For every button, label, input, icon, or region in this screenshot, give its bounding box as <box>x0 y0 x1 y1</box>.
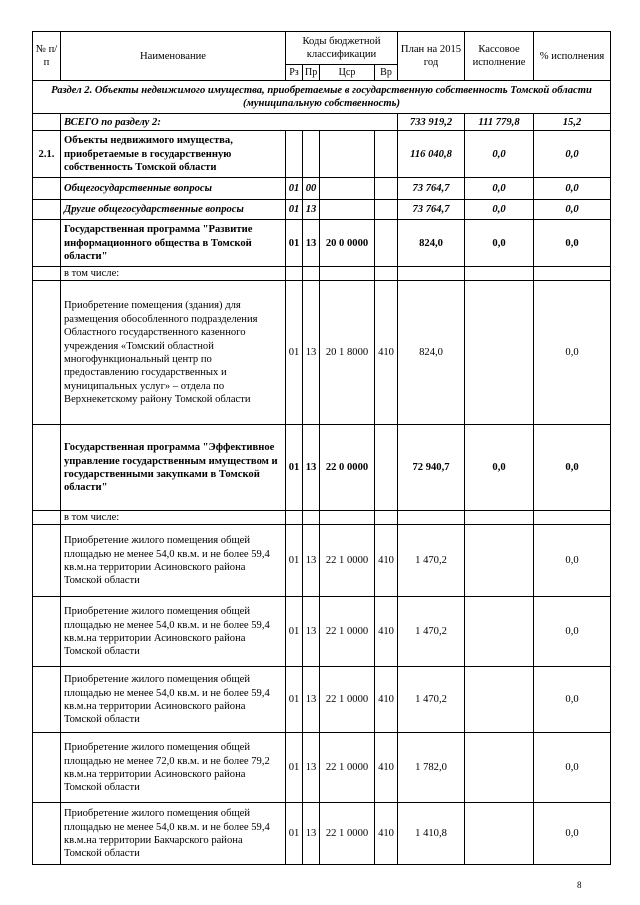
row-pct: 0,0 <box>534 733 611 803</box>
row-num <box>33 667 61 733</box>
row-plan: 116 040,8 <box>398 131 465 178</box>
row-plan: 73 764,7 <box>398 178 465 200</box>
row-vr: 410 <box>375 281 398 425</box>
row-cash <box>465 803 534 865</box>
row-num <box>33 525 61 597</box>
row-num <box>33 267 61 281</box>
row-cash <box>465 525 534 597</box>
header-vr: Вр <box>375 65 398 81</box>
row-rz: 01 <box>286 525 303 597</box>
row-name: Другие общегосударственные вопросы <box>61 200 286 220</box>
row-pct: 0,0 <box>534 597 611 667</box>
row-pct: 0,0 <box>534 178 611 200</box>
row-plan: 1 782,0 <box>398 733 465 803</box>
row-vr <box>375 220 398 267</box>
row-plan: 1 470,2 <box>398 597 465 667</box>
table-row <box>33 220 611 267</box>
row-num <box>33 733 61 803</box>
row-num <box>33 178 61 200</box>
row-vr: 410 <box>375 525 398 597</box>
row-plan: 1 470,2 <box>398 667 465 733</box>
total-row <box>33 114 611 131</box>
row-cash <box>465 281 534 425</box>
row-num: 2.1. <box>33 131 61 178</box>
row-vr: 410 <box>375 803 398 865</box>
row-cash <box>465 597 534 667</box>
section-title: Раздел 2. Объекты недвижимого имущества, приобретаемые в государственную собственность Томской области (муниципальную собственность) <box>33 81 611 114</box>
budget-table <box>32 31 611 865</box>
row-cash: 0,0 <box>465 220 534 267</box>
row-pct: 0,0 <box>534 281 611 425</box>
table-row <box>33 511 611 525</box>
row-rz: 01 <box>286 281 303 425</box>
row-pr: 13 <box>303 425 320 511</box>
row-csr: 22 1 0000 <box>320 667 375 733</box>
row-name: Приобретение помещения (здания) для размещения обособленного подразделения Областного государственного казенного учреждения «Томский областной многофункциональный центр по предоставлению государственных и муниципальных услуг» – отдела по Верхнекетскому району Томской области <box>61 281 286 425</box>
row-name: Объекты недвижимого имущества, приобретаемые в государственную собственность Томской области <box>61 131 286 178</box>
row-rz: 01 <box>286 803 303 865</box>
row-num <box>33 220 61 267</box>
row-num <box>33 200 61 220</box>
row-pr: 13 <box>303 200 320 220</box>
row-pct: 0,0 <box>534 667 611 733</box>
header-codes: Коды бюджетной классификации <box>286 32 398 65</box>
header-pct: % исполнения <box>534 32 611 81</box>
row-pr: 13 <box>303 220 320 267</box>
row-name: Государственная программа "Развитие информационного общества в Томской области" <box>61 220 286 267</box>
row-plan: 824,0 <box>398 281 465 425</box>
row-pr: 13 <box>303 525 320 597</box>
row-pct: 0,0 <box>534 131 611 178</box>
row-pct: 0,0 <box>534 200 611 220</box>
total-pct: 15,2 <box>534 114 611 131</box>
row-cash: 0,0 <box>465 178 534 200</box>
header-num: № п/п <box>33 32 61 81</box>
row-vr: 410 <box>375 733 398 803</box>
row-plan: 824,0 <box>398 220 465 267</box>
page-number: 8 <box>577 880 582 890</box>
row-vr: 410 <box>375 667 398 733</box>
row-csr <box>320 131 375 178</box>
row-csr <box>320 200 375 220</box>
row-vr <box>375 200 398 220</box>
header-pr: Пр <box>303 65 320 81</box>
row-csr: 20 0 0000 <box>320 220 375 267</box>
total-cash: 111 779,8 <box>465 114 534 131</box>
row-num <box>33 597 61 667</box>
row-name: Государственная программа "Эффективное управление государственным имуществом и государственными закупками в Томской области" <box>61 425 286 511</box>
row-pr: 13 <box>303 667 320 733</box>
row-rz: 01 <box>286 733 303 803</box>
row-csr: 22 1 0000 <box>320 803 375 865</box>
row-cash: 0,0 <box>465 425 534 511</box>
total-label: ВСЕГО по разделу 2: <box>61 114 398 131</box>
row-name: Приобретение жилого помещения общей площадью не менее 54,0 кв.м. и не более 59,4 кв.м.на территории Асиновского района Томской области <box>61 597 286 667</box>
row-name: в том числе: <box>61 511 286 525</box>
row-cash: 0,0 <box>465 131 534 178</box>
row-csr: 22 1 0000 <box>320 597 375 667</box>
row-pr: 13 <box>303 281 320 425</box>
table-row <box>33 667 611 733</box>
table-row <box>33 281 611 425</box>
row-num <box>33 281 61 425</box>
table-row <box>33 597 611 667</box>
section-row <box>33 81 611 114</box>
row-name: Приобретение жилого помещения общей площадью не менее 54,0 кв.м. и не более 59,4 кв.м.на территории Бакчарского района Томской области <box>61 803 286 865</box>
row-csr <box>320 178 375 200</box>
row-name: Приобретение жилого помещения общей площадью не менее 54,0 кв.м. и не более 59,4 кв.м.на территории Асиновского района Томской области <box>61 525 286 597</box>
row-plan: 72 940,7 <box>398 425 465 511</box>
row-num <box>33 803 61 865</box>
table-row <box>33 425 611 511</box>
table-row <box>33 525 611 597</box>
row-csr: 20 1 8000 <box>320 281 375 425</box>
header-rz: Рз <box>286 65 303 81</box>
row-vr <box>375 131 398 178</box>
table-row <box>33 200 611 220</box>
row-vr <box>375 178 398 200</box>
row-cash: 0,0 <box>465 200 534 220</box>
row-vr <box>375 425 398 511</box>
row-name: Общегосударственные вопросы <box>61 178 286 200</box>
row-csr: 22 1 0000 <box>320 525 375 597</box>
row-pr: 13 <box>303 803 320 865</box>
row-pct: 0,0 <box>534 220 611 267</box>
document-page <box>32 31 610 865</box>
row-name: Приобретение жилого помещения общей площадью не менее 54,0 кв.м. и не более 59,4 кв.м.на территории Асиновского района Томской области <box>61 667 286 733</box>
row-vr: 410 <box>375 597 398 667</box>
row-pr <box>303 131 320 178</box>
row-num <box>33 511 61 525</box>
header-cash: Кассовое исполнение <box>465 32 534 81</box>
row-rz: 01 <box>286 200 303 220</box>
row-rz <box>286 131 303 178</box>
row-pr: 13 <box>303 597 320 667</box>
row-pct: 0,0 <box>534 425 611 511</box>
row-pr: 00 <box>303 178 320 200</box>
header-csr: Цср <box>320 65 375 81</box>
row-rz: 01 <box>286 220 303 267</box>
table-row <box>33 131 611 178</box>
header-row <box>33 32 611 65</box>
header-name: Наименование <box>61 32 286 81</box>
row-num <box>33 425 61 511</box>
row-rz: 01 <box>286 597 303 667</box>
header-plan: План на 2015 год <box>398 32 465 81</box>
row-pct: 0,0 <box>534 803 611 865</box>
row-rz: 01 <box>286 178 303 200</box>
row-csr: 22 1 0000 <box>320 733 375 803</box>
table-row <box>33 803 611 865</box>
row-cash <box>465 733 534 803</box>
table-row <box>33 733 611 803</box>
row-cash <box>465 667 534 733</box>
row-plan: 1 410,8 <box>398 803 465 865</box>
row-plan: 73 764,7 <box>398 200 465 220</box>
table-row <box>33 267 611 281</box>
total-plan: 733 919,2 <box>398 114 465 131</box>
row-rz: 01 <box>286 667 303 733</box>
table-row <box>33 178 611 200</box>
row-pr: 13 <box>303 733 320 803</box>
row-name: Приобретение жилого помещения общей площадью не менее 72,0 кв.м. и не более 79,2 кв.м.на территории Асиновского района Томской области <box>61 733 286 803</box>
row-csr: 22 0 0000 <box>320 425 375 511</box>
row-rz: 01 <box>286 425 303 511</box>
row-name: в том числе: <box>61 267 286 281</box>
row-pct: 0,0 <box>534 525 611 597</box>
row-plan: 1 470,2 <box>398 525 465 597</box>
